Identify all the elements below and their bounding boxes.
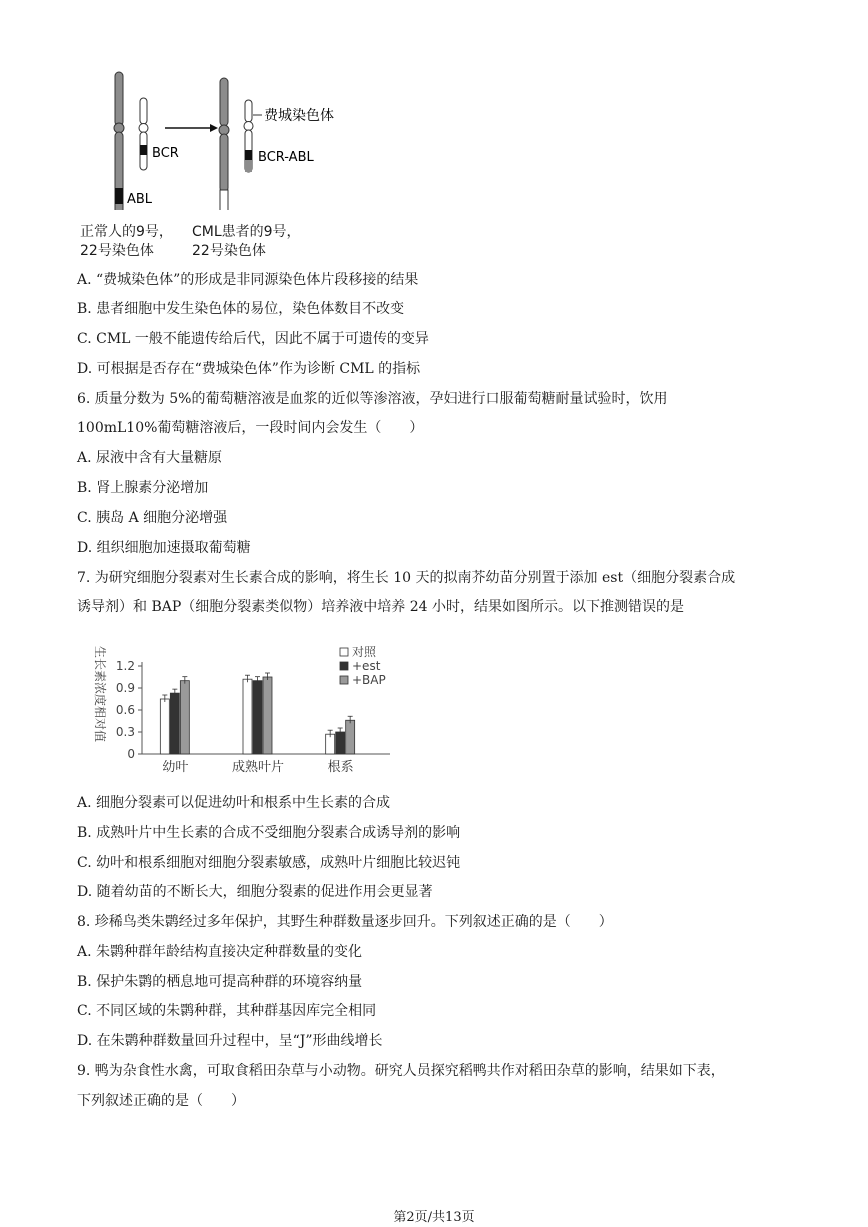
legend-swatch [340,662,348,670]
normal-chromosome-22 [139,98,148,170]
q8-stem: 8. 珍稀鸟类朱鹮经过多年保护，其野生种群数量逐步回升。下列叙述正确的是（ ） [77,914,613,930]
page-footer: 第2页/共13页 [393,1210,475,1225]
bar [243,679,252,754]
q7-option-b: B. 成熟叶片中生长素的合成不受细胞分裂素合成诱导剂的影响 [77,825,461,841]
bar [336,732,345,754]
patient-chromosome-9 [219,78,229,210]
q5-option-a: A. “费城染色体”的形成是非同源染色体片段移接的结果 [77,272,419,288]
normal-chromosome-9 [114,72,124,210]
q7-stem-line1: 7. 为研究细胞分裂素对生长素合成的影响，将生长 10 天的拟南芥幼苗分别置于添加 est（细胞分裂素合成 [77,570,736,586]
bcr-label: BCR [152,146,179,161]
q5-option-c: C. CML 一般不能遗传给后代，因此不属于可遗传的变异 [77,331,429,347]
legend-swatch [340,648,348,656]
bar [170,693,179,754]
q7-option-d: D. 随着幼苗的不断长大，细胞分裂素的促进作用会更显著 [77,884,433,900]
q5-option-d: D. 可根据是否存在“费城染色体”作为诊断 CML 的指标 [77,361,421,377]
q8-option-b: B. 保护朱鹮的栖息地可提高种群的环境容纳量 [77,974,363,990]
y-tick-label: 0 [127,747,135,761]
q9-stem-line2: 下列叙述正确的是（ ） [77,1093,245,1109]
legend-swatch [340,676,348,684]
chart-legend [340,644,386,687]
legend-label: +BAP [352,673,386,687]
q8-option-a: A. 朱鹮种群年龄结构直接决定种群数量的变化 [77,944,363,960]
arrow [165,124,218,132]
q8-option-d: D. 在朱鹮种群数量回升过程中，呈“J”形曲线增长 [77,1033,383,1049]
bar [346,720,355,754]
bar-group [160,673,354,754]
bar [263,677,272,754]
caption-patient-2: 22号染色体 [192,243,266,259]
y-tick-label: 0.6 [115,703,135,717]
y-tick-label: 1.2 [115,659,135,673]
bcr-abl-label: BCR-ABL [258,150,314,165]
q6-option-d: D. 组织细胞加速摄取葡萄糖 [77,540,251,556]
caption-normal-1: 正常人的9号， [80,224,173,240]
bar [253,681,262,754]
x-tick-label: 幼叶 [162,760,189,775]
legend-label: +est [352,659,381,673]
q9-stem-line1: 9. 鸭为杂食性水禽，可取食稻田杂草与小动物。研究人员探究稻鸭共作对稻田杂草的影响，结果如下表， [77,1063,725,1079]
chromosome-figure [70,60,370,210]
q7-stem-line2: 诱导剂）和 BAP（细胞分裂素类似物）培养液中培养 24 小时，结果如图所示。以下推测错误的是 [77,599,684,615]
y-tick-label: 0.9 [115,681,135,695]
q6-option-b: B. 肾上腺素分泌增加 [77,480,209,496]
bar [180,681,189,754]
q6-stem-line2: 100mL10%葡萄糖溶液后，一段时间内会发生（ ） [77,420,424,436]
bar [160,699,169,754]
philadelphia-chromosome [244,100,253,172]
q6-option-a: A. 尿液中含有大量糖原 [77,450,223,466]
legend-label: 对照 [352,645,377,659]
x-axis-labels [162,759,353,775]
q6-stem-line1: 6. 质量分数为 5%的葡萄糖溶液是血浆的近似等渗溶液，孕妇进行口服葡萄糖耐量试验时，饮用 [77,391,668,407]
q8-option-c: C. 不同区域的朱鹮种群，其种群基因库完全相同 [77,1003,377,1019]
y-tick-label: 0.3 [115,725,135,739]
x-tick-label: 根系 [327,760,354,775]
caption-normal-2: 22号染色体 [80,243,154,259]
q6-option-c: C. 胰岛 A 细胞分泌增强 [77,510,228,526]
philadelphia-label: 费城染色体 [264,108,334,124]
abl-label: ABL [127,192,153,207]
q7-option-a: A. 细胞分裂素可以促进幼叶和根系中生长素的合成 [77,795,391,811]
x-tick-label: 成熟叶片 [231,760,285,775]
caption-patient-1: CML患者的9号， [192,224,301,240]
q5-option-b: B. 患者细胞中发生染色体的易位，染色体数目不改变 [77,301,405,317]
chart-ylabel: 生长素浓度相对值 [93,646,107,743]
auxin-bar-chart [80,640,420,790]
q7-option-c: C. 幼叶和根系细胞对细胞分裂素敏感，成熟叶片细胞比较迟钝 [77,855,461,871]
